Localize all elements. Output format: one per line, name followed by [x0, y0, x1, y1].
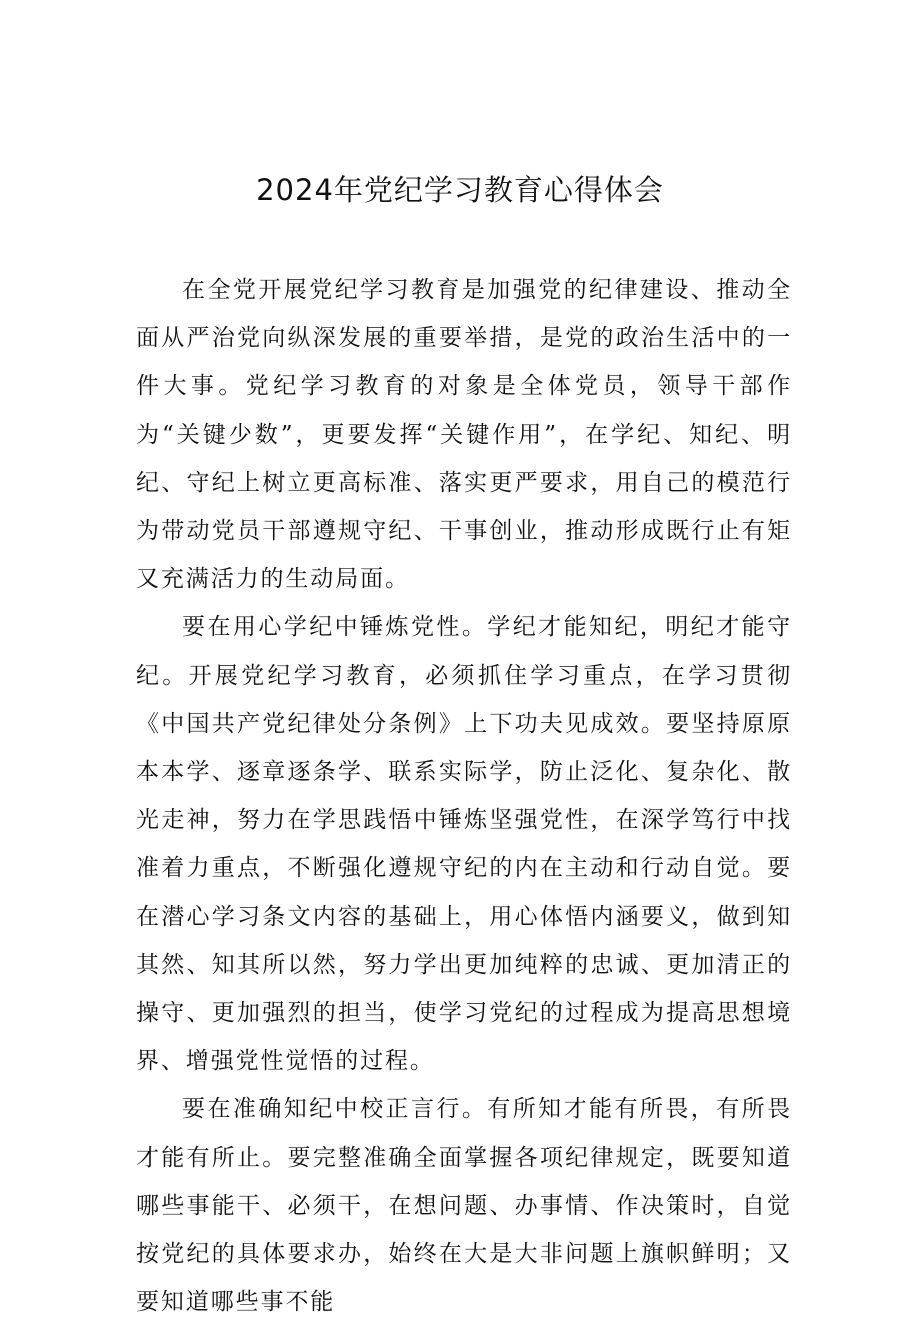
- paragraph-2: 要在用心学纪中锤炼党性。学纪才能知纪，明纪才能守纪。开展党纪学习教育，必须抓住学习重点，在学习贯彻《中国共产党纪律处分条例》上下功夫见成效。要坚持原原本本学、逐章逐条学、联系实际学，防止泛化、复杂化、散光走神，努力在学思践悟中锤炼坚强党性，在深学笃行中找准着力重点，不断强化遵规守纪的内在主动和行动自觉。要在潜心学习条文内容的基础上，用心体悟内涵要义，做到知其然、知其所以然，努力学出更加纯粹的忠诚、更加清正的操守、更加强烈的担当，使学习党纪的过程成为提高思想境界、增强党性觉悟的过程。: [136, 614, 792, 1075]
- paragraph-3: 要在准确知纪中校正言行。有所知才能有所畏，有所畏才能有所止。要完整准确全面掌握各项纪律规定，既要知道哪些事能干、必须干，在想问题、办事情、作决策时，自觉按党纪的具体要求办，始终在大是大非问题上旗帜鲜明；又要知道哪些事不能: [136, 1096, 792, 1316]
- paragraph-1: 在全党开展党纪学习教育是加强党的纪律建设、推动全面从严治党向纵深发展的重要举措，是党的政治生活中的一件大事。党纪学习教育的对象是全体党员，领导干部作为“关键少数”，更要发挥“关键作用”，在学纪、知纪、明纪、守纪上树立更高标准、落实更严要求，用自己的模范行为带动党员干部遵规守纪、干事创业，推动形成既行止有矩又充满活力的生动局面。: [136, 277, 792, 593]
- document-body: [136, 266, 792, 1326]
- document-title: 2024年党纪学习教育心得体会: [256, 173, 664, 207]
